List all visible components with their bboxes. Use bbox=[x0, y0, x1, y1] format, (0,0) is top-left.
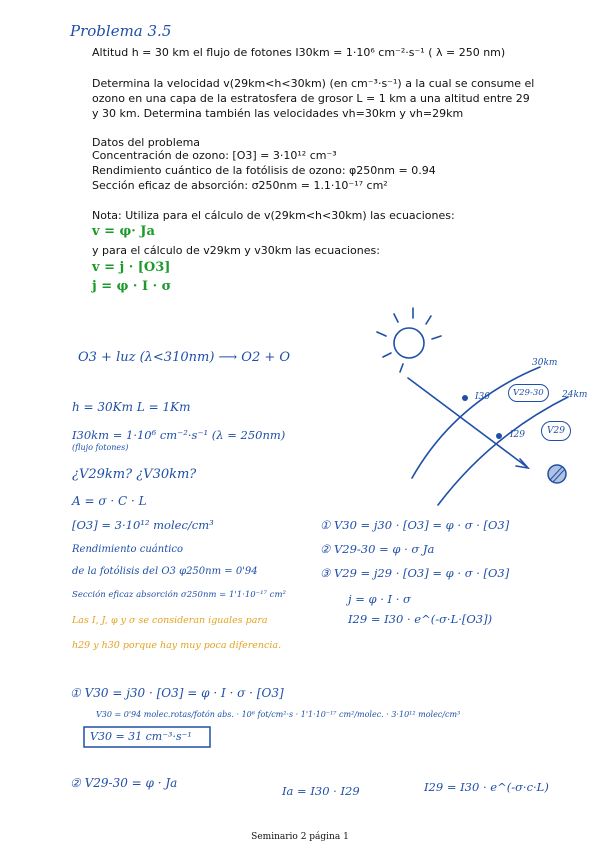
sun-icon bbox=[394, 328, 424, 358]
equation-v30: ① V30 = j30 · [O3] = φ · σ · [O3] bbox=[320, 518, 510, 532]
photon-flux-note: (flujo fotones) bbox=[72, 443, 129, 452]
quantum-yield-value: de la fotólisis del O3 φ250nm = 0'94 bbox=[72, 566, 258, 577]
label-30km: 30km bbox=[532, 358, 558, 368]
statement-task-line2: ozono en una capa de la estratosfera de grosor L = 1 km a una altitud entre 29 bbox=[92, 92, 530, 105]
label-i30: I30 bbox=[475, 392, 491, 402]
equation-v29-30: ② V29-30 = φ · σ Ja bbox=[320, 542, 435, 556]
nota-line2: y para el cálculo de v29km y v30km las ecuaciones: bbox=[92, 244, 380, 257]
equation-v-j-o3: v = j · [O3] bbox=[92, 260, 171, 275]
label-v29-30: V29-30 bbox=[508, 384, 549, 402]
statement-task-line1: Determina la velocidad v(29km<h<30km) (en cm⁻³·s⁻¹) a la cual se consume el bbox=[92, 77, 535, 90]
calc-ia: Ia = I30 · I29 bbox=[282, 784, 360, 798]
cross-section-value: Sección eficaz absorción σ250nm = 1'1·10⁻¹⁷ cm² bbox=[72, 590, 286, 600]
equation-v-phi-ja: v = φ· Ja bbox=[92, 224, 155, 239]
calc-v29-30-formula: ② V29-30 = φ · Ja bbox=[70, 776, 178, 790]
result-v30: V30 = 31 cm⁻³·s⁻¹ bbox=[90, 730, 192, 743]
absorbance-formula: A = σ · C · L bbox=[72, 494, 147, 508]
questions: ¿V29km? ¿V30km? bbox=[72, 467, 197, 482]
ozone-concentration: [O3] = 3·10¹² molec/cm³ bbox=[72, 518, 214, 532]
label-24km: 24km bbox=[562, 390, 588, 400]
crossing-dot-30km bbox=[462, 395, 468, 401]
equation-j-phi-i-sigma: j = φ · I · σ bbox=[92, 279, 172, 294]
equation-j: j = φ · I · σ bbox=[348, 592, 411, 606]
datos-title: Datos del problema bbox=[92, 136, 201, 149]
datos-cross-section: Sección eficaz de absorción: σ250nm = 1.1·10⁻¹⁷ cm² bbox=[92, 179, 388, 192]
calc-i29: I29 = I30 · e^(-σ·c·L) bbox=[424, 780, 549, 794]
label-i29: I29 bbox=[510, 430, 526, 440]
page-title: Problema 3.5 bbox=[70, 22, 172, 40]
equation-i29: I29 = I30 · e^(-σ·L·[O3]) bbox=[348, 612, 493, 626]
calc-v30-formula: ① V30 = j30 · [O3] = φ · I · σ · [O3] bbox=[70, 686, 284, 700]
quantum-yield-label: Rendimiento cuántico bbox=[72, 544, 184, 555]
equation-v29: ③ V29 = j29 · [O3] = φ · σ · [O3] bbox=[320, 566, 510, 580]
datos-ozone-concentration: Concentración de ozono: [O3] = 3·10¹² cm⁻³ bbox=[92, 149, 337, 162]
layer-24km-arc bbox=[438, 397, 568, 505]
calc-v30-substitution: V30 = 0'94 molec.rotas/fotón abs. · 10⁶ fot/cm²·s · 1'1·10⁻¹⁷ cm²/molec. · 3·10¹² molec/cm³ bbox=[96, 710, 461, 719]
nota-line1: Nota: Utiliza para el cálculo de v(29km<h<30km) las ecuaciones: bbox=[92, 209, 455, 222]
page-footer: Seminario 2 página 1 bbox=[251, 832, 349, 842]
reaction-equation: O3 + luz (λ<310nm) ⟶ O2 + O bbox=[78, 350, 291, 365]
assumption-line2: h29 y h30 porque hay muy poca diferencia. bbox=[72, 640, 282, 651]
ozone-molecule-icon bbox=[548, 465, 566, 483]
statement-line1: Altitud h = 30 km el flujo de fotones I30km = 1·10⁶ cm⁻²·s⁻¹ ( λ = 250 nm) bbox=[92, 46, 506, 59]
assumption-line1: Las I, J, φ y σ se consideran iguales para bbox=[72, 615, 268, 626]
crossing-dot-29km bbox=[496, 433, 502, 439]
label-v29: V29 bbox=[541, 421, 571, 441]
statement-task-line3: y 30 km. Determina también las velocidades vh=30km y vh=29km bbox=[92, 107, 464, 120]
datos-quantum-yield: Rendimiento cuántico de la fotólisis de ozono: φ250nm = 0.94 bbox=[92, 164, 436, 177]
photon-flux: I30km = 1·10⁶ cm⁻²·s⁻¹ (λ = 250nm) bbox=[72, 428, 286, 442]
altitude-thickness: h = 30Km L = 1Km bbox=[72, 400, 191, 414]
